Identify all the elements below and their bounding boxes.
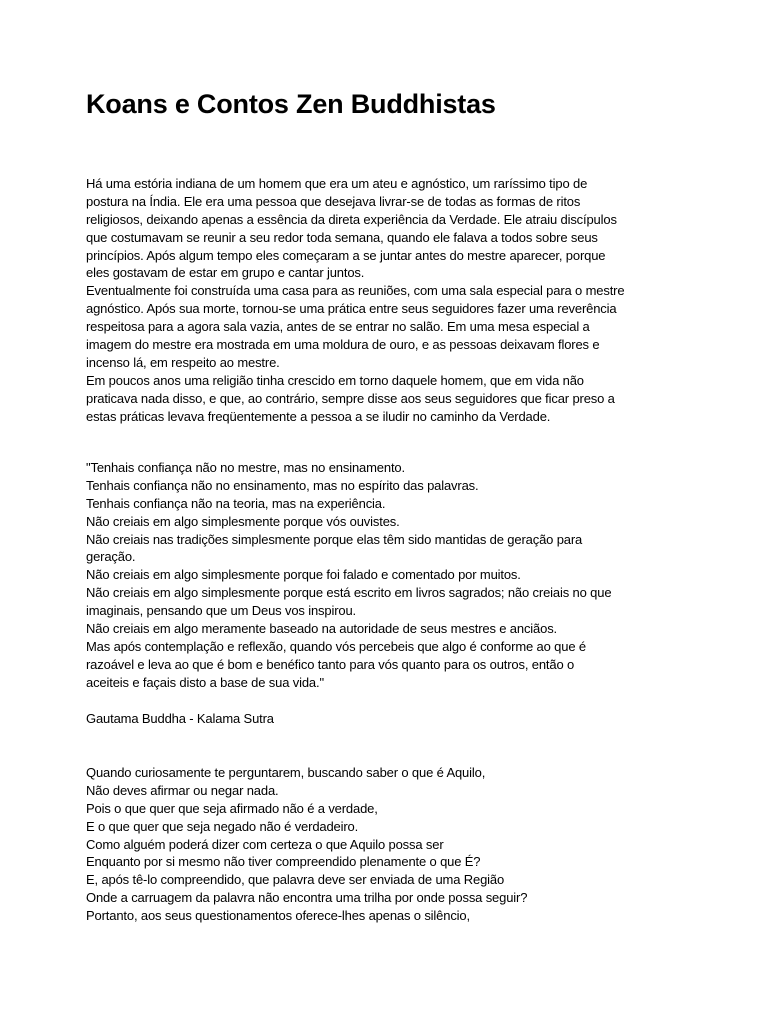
quote-line: Não creiais em algo meramente baseado na autoridade de seus mestres e anciãos. bbox=[86, 621, 558, 637]
poem-line: Onde a carruagem da palavra não encontra uma trilha por onde possa seguir? bbox=[86, 890, 528, 906]
intro-line: imagem do mestre era mostrada em uma moldura de ouro, e as pessoas deixavam flores e bbox=[86, 337, 600, 353]
quote-line: Não creiais em algo simplesmente porque foi falado e comentado por muitos. bbox=[86, 567, 521, 583]
intro-line: que costumavam se reunir a seu redor toda semana, quando ele falava a todos sobre seus bbox=[86, 229, 598, 245]
quote-attribution bbox=[86, 710, 676, 728]
quote-line: Tenhais confiança não na teoria, mas na experiência. bbox=[86, 495, 386, 511]
quote-line: Tenhais confiança não no ensinamento, mas no espírito das palavras. bbox=[86, 477, 479, 493]
quote-line: imaginais, pensando que um Deus vos inspirou. bbox=[86, 603, 357, 619]
intro-line: Há uma estória indiana de um homem que era um ateu e agnóstico, um raríssimo tipo de bbox=[86, 176, 588, 191]
quote-line: Não creiais em algo simplesmente porque está escrito em livros sagrados; não creiais no que bbox=[86, 585, 612, 601]
poem-line: E, após tê-lo compreendido, que palavra deve ser enviada de uma Região bbox=[86, 872, 505, 888]
intro-line: princípios. Após algum tempo eles começaram a se juntar antes do mestre aparecer, porque bbox=[86, 247, 606, 263]
poem-line: Enquanto por si mesmo não tiver compreendido plenamente o que É? bbox=[86, 854, 481, 870]
poem-line: E o que quer que seja negado não é verdadeiro. bbox=[86, 818, 359, 834]
quote-line: "Tenhais confiança não no mestre, mas no ensinamento. bbox=[86, 460, 405, 475]
intro-line: Em poucos anos uma religião tinha crescido em torno daquele homem, que em vida não bbox=[86, 372, 584, 388]
quote-line: Mas após contemplação e reflexão, quando vós percebeis que algo é conforme ao que é bbox=[86, 638, 586, 654]
quote-line: razoável e leva ao que é bom e benéfico tanto para vós quanto para os outros, então o bbox=[86, 656, 575, 672]
poem-line: Portanto, aos seus questionamentos oferece-lhes apenas o silêncio, bbox=[86, 908, 470, 924]
quote-line: geração. bbox=[86, 549, 136, 565]
intro-line: Eventualmente foi construída uma casa para as reuniões, com uma sala especial para o mestre bbox=[86, 283, 625, 299]
intro-line: religiosos, deixando apenas a essência da direta experiência da Verdade. Ele atraiu discípulos bbox=[86, 211, 617, 227]
intro-line: incenso lá, em respeito ao mestre. bbox=[86, 354, 280, 370]
poem-line: Quando curiosamente te perguntarem, buscando saber o que é Aquilo, bbox=[86, 765, 486, 780]
intro-line: postura na Índia. Ele era uma pessoa que desejava livrar-se de todas as formas de ritos bbox=[86, 193, 581, 209]
poem-line: Pois o que quer que seja afirmado não é a verdade, bbox=[86, 800, 378, 816]
attribution-text: Gautama Buddha - Kalama Sutra bbox=[86, 711, 274, 726]
intro-line: estas práticas levava freqüentemente a pessoa a se iludir no caminho da Verdade. bbox=[86, 408, 551, 424]
kalama-sutra-quote bbox=[86, 459, 676, 692]
intro-line: agnóstico. Após sua morte, tornou-se uma prática entre seus seguidores fazer uma reverência bbox=[86, 301, 617, 317]
intro-line: praticava nada disso, e que, ao contrário, sempre disse aos seus seguidores que ficar preso a bbox=[86, 390, 615, 406]
intro-line: respeitosa para a agora sala vazia, antes de se entrar no salão. Em uma mesa especial a bbox=[86, 319, 590, 335]
poem-line: Não deves afirmar ou negar nada. bbox=[86, 782, 279, 798]
quote-line: Não creiais em algo simplesmente porque vós ouvistes. bbox=[86, 513, 400, 529]
intro-paragraph bbox=[86, 175, 676, 425]
poem-stanza bbox=[86, 764, 676, 925]
quote-line: aceiteis e façais disto a base de sua vida." bbox=[86, 674, 324, 690]
intro-line: eles gostavam de estar em grupo e cantar juntos. bbox=[86, 265, 365, 281]
quote-line: Não creiais nas tradições simplesmente porque elas têm sido mantidas de geração para bbox=[86, 531, 583, 547]
document-title: Koans e Contos Zen Buddhistas bbox=[86, 89, 496, 119]
poem-line: Como alguém poderá dizer com certeza o que Aquilo possa ser bbox=[86, 836, 444, 852]
